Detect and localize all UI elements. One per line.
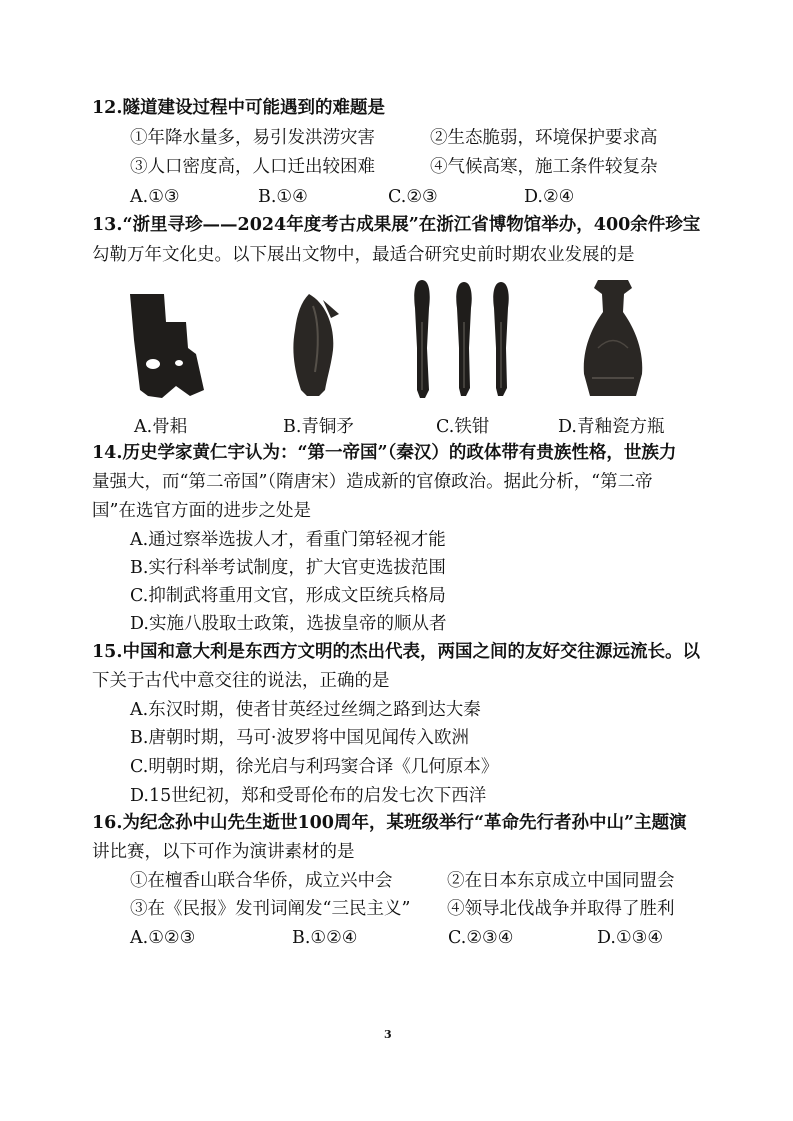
q16-statement-3: ③在《民报》发刊词阐发“三民主义”	[130, 899, 411, 919]
artifact-b-label: B.青铜矛	[283, 417, 354, 437]
artifact-c-label: C.铁钳	[436, 417, 490, 437]
iron-tongs-icon	[403, 278, 523, 403]
q15-stem-line-1: 15.中国和意大利是东西方文明的杰出代表，两国之间的友好交往源远流长。以	[92, 642, 700, 662]
bronze-spearhead-icon	[285, 292, 345, 400]
artifact-d-label: D.青釉瓷方瓶	[558, 417, 665, 437]
bone-spade-icon	[120, 290, 220, 405]
q15-option-b: B.唐朝时期，马可·波罗将中国见闻传入欧洲	[130, 728, 469, 748]
q14-stem-line-1: 14.历史学家黄仁宇认为：“第一帝国”（秦汉）的政体带有贵族性格，世族力	[92, 443, 677, 463]
q12-stem: 12.隧道建设过程中可能遇到的难题是	[92, 98, 385, 118]
q15-option-c: C.明朝时期，徐光启与利玛窦合译《几何原本》	[130, 757, 499, 777]
q16-option-b: B.①②④	[292, 928, 358, 948]
q16-stem-line-2: 讲比赛，以下可作为演讲素材的是	[92, 842, 355, 862]
q12-option-d: D.②④	[524, 187, 575, 207]
q14-option-c: C.抑制武将重用文官，形成文臣统兵格局	[130, 586, 446, 606]
q12-option-a: A.①③	[130, 187, 180, 207]
q13-stem-line-1: 13.“浙里寻珍——2024年度考古成果展”在浙江省博物馆举办，400余件珍宝	[92, 215, 701, 235]
q12-statement-1: ①年降水量多，易引发洪涝灾害	[130, 128, 375, 148]
q15-option-a: A.东汉时期，使者甘英经过丝绸之路到达大秦	[130, 700, 481, 720]
q12-option-c: C.②③	[388, 187, 438, 207]
q12-statement-3: ③人口密度高，人口迁出较困难	[130, 157, 375, 177]
q13-stem-line-2: 勾勒万年文化史。以下展出文物中，最适合研究史前时期农业发展的是	[92, 245, 635, 265]
q16-option-a: A.①②③	[130, 928, 196, 948]
q15-stem-line-2: 下关于古代中意交往的说法，正确的是	[92, 671, 390, 691]
q16-option-c: C.②③④	[448, 928, 514, 948]
q14-option-b: B.实行科举考试制度，扩大官吏选拔范围	[130, 558, 446, 578]
q14-option-a: A.通过察举选拔人才，看重门第轻视才能	[130, 530, 446, 550]
q16-option-d: D.①③④	[597, 928, 664, 948]
q16-statement-4: ④领导北伐战争并取得了胜利	[447, 899, 675, 919]
q14-stem-line-2: 量强大，而“第二帝国”（隋唐宋）造成新的官僚政治。据此分析，“第二帝	[92, 472, 653, 492]
q15-option-d: D.15世纪初，郑和受哥伦布的启发七次下西洋	[130, 786, 487, 806]
q16-statement-2: ②在日本东京成立中国同盟会	[447, 871, 675, 891]
q12-statement-4: ④气候高寒，施工条件较复杂	[430, 157, 658, 177]
q14-stem-line-3: 国”在选官方面的进步之处是	[92, 501, 311, 521]
q16-statement-1: ①在檀香山联合华侨，成立兴中会	[130, 871, 393, 891]
q12-statement-2: ②生态脆弱，环境保护要求高	[430, 128, 658, 148]
q14-option-d: D.实施八股取士政策，选拔皇帝的顺从者	[130, 614, 447, 634]
q16-stem-line-1: 16.为纪念孙中山先生逝世100周年，某班级举行“革命先行者孙中山”主题演	[92, 813, 687, 833]
page-number: 3	[384, 1028, 392, 1041]
q12-option-b: B.①④	[258, 187, 308, 207]
artifact-a-label: A.骨耜	[134, 417, 188, 437]
celadon-vase-icon	[578, 278, 648, 403]
